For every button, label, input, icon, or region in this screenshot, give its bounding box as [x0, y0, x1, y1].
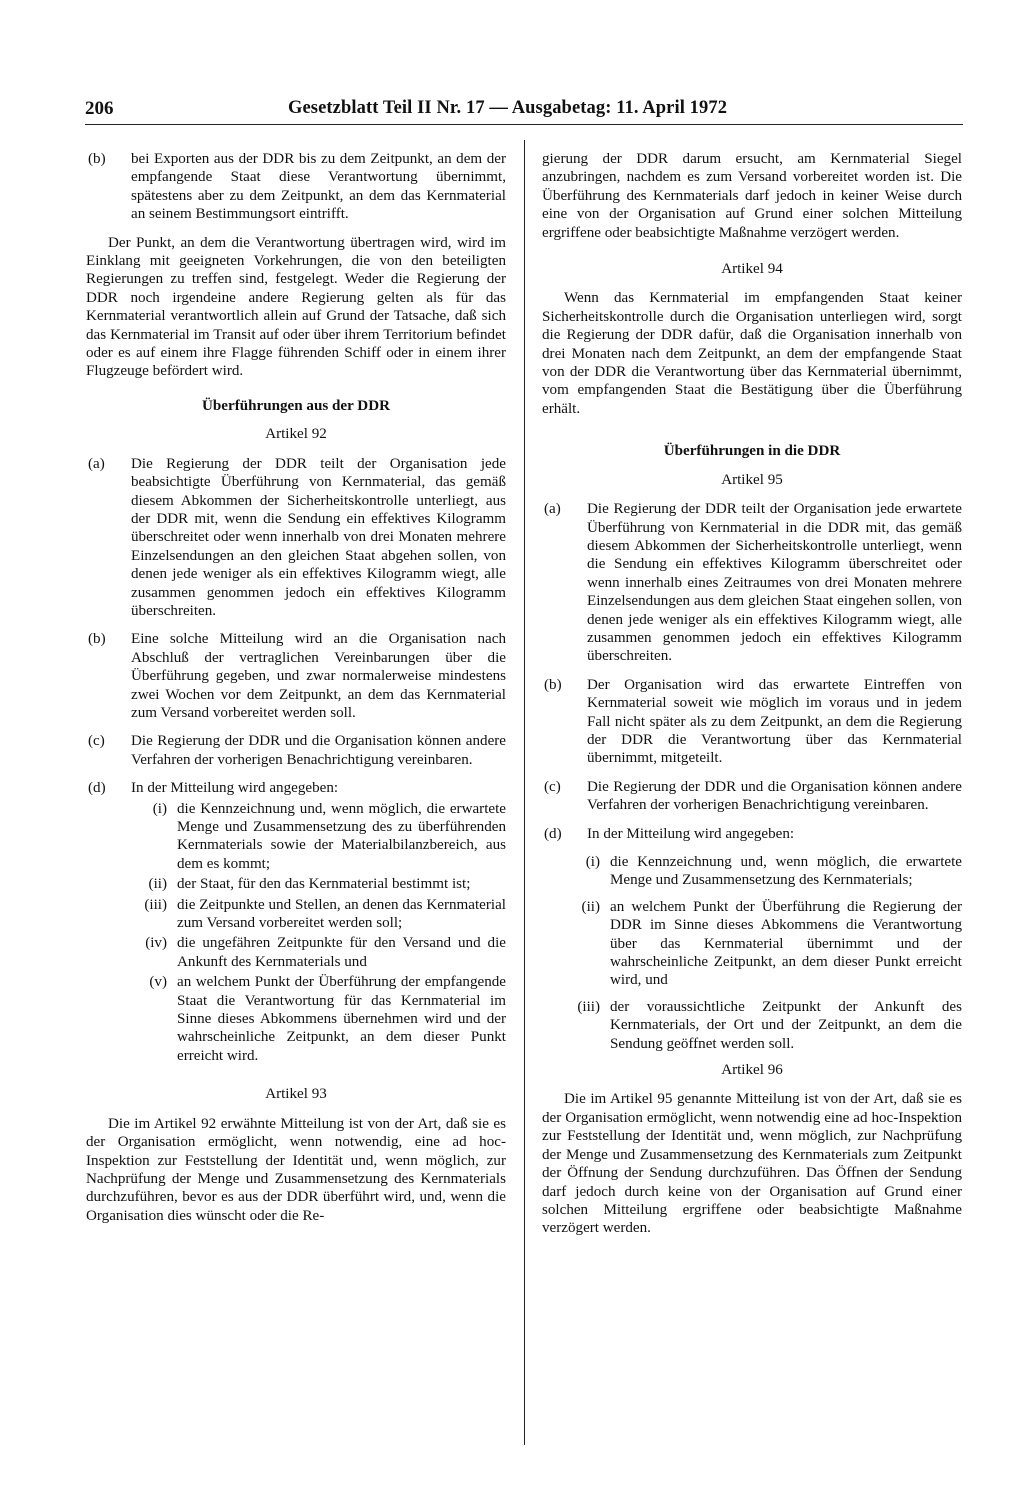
subitem-text: an welchem Punkt der Überführung der empfangende Staat die Verantwortung für das Kernmaterial im Sinne dieses Abkommens übernehmen wird und der wahrscheinliche Zeitpunkt, an dem dieser Punkt erreicht wird.: [177, 974, 506, 1064]
subitem-text: der voraussichtliche Zeitpunkt der Ankunft des Kernmaterials, der Ort und der Zeitpunkt, an dem die Sendung geöffnet werden soll.: [610, 998, 962, 1052]
article-94-text: Wenn das Kernmaterial im empfangenden Staat keiner Sicherheitskontrolle durch die Organisation unterliegen wird, sorgt die Regierung der DDR dafür, daß die Organisation innerhalb von drei Monaten nach dem Zeitpunkt, an dem der empfangende Staat von der DDR die Verantwortung über das Kernmaterial übernimmt, vom empfangenden Staat die Bestätigung über die Überführung erhält.: [542, 290, 962, 417]
item-text: Die Regierung der DDR teilt der Organisation jede erwartete Überführung von Kernmaterial in die DDR mit, das gemäß diesem Abkommen der Sicherheitskontrolle unterliegt, wenn die Sendung ein effektives Kilogramm überschreitet oder wenn innerhalb eines Zeitraumes von drei Monaten mehrere Einzelsendungen aus dem gleichen Staat eingehen sollen, von denen jede weniger als ein effektives Kilogramm wiegt, alle zusammen genommen jedoch ein effektives Kilogramm überschreiten.: [587, 501, 962, 665]
item-text: In der Mitteilung wird angegeben:: [131, 780, 339, 797]
article-95-item-c: [542, 778, 962, 815]
header-rule: [85, 124, 963, 125]
article-95-title: Artikel 95: [721, 471, 783, 488]
subitem-text: die Zeitpunkte und Stellen, an denen das Kernmaterial zum Versand vorbereitet werden soll;: [177, 896, 506, 932]
article-92-item-c: [86, 732, 506, 769]
subitem-i: [139, 800, 506, 874]
subitem-v: [139, 973, 506, 1065]
article-92-item-d: [86, 779, 506, 1065]
subitem-label: (ii): [581, 898, 600, 915]
subitem-iii: [572, 998, 962, 1053]
column-divider: [524, 140, 525, 1445]
article-93-continuation: gierung der DDR darum ersucht, am Kernmaterial Siegel anzubringen, nachdem es zum Versand vorbereitet worden ist. Die Überführung des Kernmaterials darf jedoch in keiner Weise durch eine von der Organisation auf Grund einer solchen Mitteilung ergriffene oder beabsichtigte Maßnahme verzögert werden.: [542, 151, 962, 241]
item-label: (b): [544, 676, 562, 693]
subitem-text: der Staat, für den das Kernmaterial bestimmt ist;: [177, 876, 471, 893]
item-label: (a): [88, 455, 105, 472]
article-96-text: Die im Artikel 95 genannte Mitteilung ist von der Art, daß sie es der Organisation ermöglicht, wenn notwendig eine ad hoc-Inspektion zur Feststellung der Identität und, wenn möglich, zur Nachprüfung der Menge und Zusammensetzung des Kernmaterials zum Zeitpunkt der Öffnung der Sendung durchzuführen. Das Öffnen der Sendung darf jedoch durch keine von der Organisation auf Grund einer solchen Mitteilung ergriffene oder beabsichtigte Maßnahme verzögert werden.: [542, 1091, 962, 1237]
subitem-label: (i): [585, 854, 600, 870]
subitem-iv: [139, 934, 506, 971]
left-column: [86, 150, 506, 1235]
item-text: In der Mitteilung wird angegeben:: [587, 825, 795, 842]
item-label: (d): [544, 825, 562, 842]
article-95-subitems: [572, 853, 962, 1053]
item-text: Eine solche Mitteilung wird an die Organisation nach Abschluß der vertraglichen Vereinbarungen über die Überführung gegeben, und zwar normalerweise mindestens zwei Wochen vor dem Zeitpunkt, an dem das Kernmaterial zum Versand vorbereitet werden soll.: [131, 631, 506, 721]
item-label: (c): [88, 733, 105, 750]
subitem-text: die ungefähren Zeitpunkte für den Versand und die Ankunft des Kernmaterials und: [177, 935, 506, 970]
section-heading-imports: Überführungen in die DDR: [663, 443, 841, 460]
article-95-item-d: [542, 825, 962, 843]
subitem-text: die Kennzeichnung und, wenn möglich, die erwartete Menge und Zusammensetzung des zu überführenden Kernmaterials sowie der Materialbilanzbereich, aus dem es kommt;: [177, 800, 506, 872]
subitem-text: die Kennzeichnung und, wenn möglich, die erwartete Menge und Zusammensetzung des Kernmaterials;: [610, 854, 962, 889]
subitem-i: [572, 853, 962, 890]
item-label: (b): [88, 631, 106, 648]
page-number: 206: [85, 98, 114, 119]
item-text: bei Exporten aus der DDR bis zu dem Zeitpunkt, an dem der empfangende Staat diese Verantwortung übernimmt, spätestens aber zu dem Zeitpunkt, an dem das Kernmaterial an seinem Bestimmungsort eintrifft.: [131, 151, 506, 223]
item-text: Die Regierung der DDR und die Organisation können andere Verfahren der vorherigen Benachrichtigung vereinbaren.: [587, 778, 962, 814]
subitem-iii: [139, 896, 506, 933]
item-label: (b): [88, 151, 106, 167]
item-label: (c): [544, 778, 561, 795]
right-column: [542, 150, 962, 1248]
article-94-title: Artikel 94: [721, 261, 783, 278]
article-92-title: Artikel 92: [265, 426, 327, 443]
subitem-label: (iii): [144, 896, 167, 913]
subitem-label: (iv): [145, 935, 167, 952]
subitem-label: (v): [149, 974, 167, 991]
page-header: [85, 98, 963, 124]
article-93-text: Die im Artikel 92 erwähnte Mitteilung ist von der Art, daß sie es der Organisation ermöglicht, wenn notwendig, eine ad hoc-Inspektion zur Feststellung der Identität und, wenn möglich, zur Nachprüfung der Menge und Zusammensetzung des Kernmaterials durchzuführen, bevor es aus der DDR überführt wird, und, wenn die Organisation dies wünscht oder die Re-: [86, 1115, 506, 1224]
gazette-title: Gesetzblatt Teil II Nr. 17 — Ausgabetag: 11. April 1972: [288, 98, 728, 118]
subitem-label: (iii): [577, 998, 600, 1015]
subitem-ii: [139, 875, 506, 893]
item-label: (d): [88, 780, 106, 797]
subitem-label: (i): [152, 800, 167, 817]
paragraph-transfer-point: Der Punkt, an dem die Verantwortung übertragen wird, wird im Einklang mit geeigneten Vorkehrungen, die von den beteiligten Regierungen zu treffen sind, festgelegt. Weder die Regierung der DDR noch irgendeine andere Regierung gelten als für das Kernmaterial verantwortlich allein auf Grund der Tatsache, daß sich das Kernmaterial im Transit auf oder über ihrem Territorium befindet oder es auf einem ihre Flagge führenden Schiff oder in einem ihrer Flugzeuge befördert wird.: [86, 234, 506, 380]
article-92-subitems: [139, 800, 506, 1066]
subitem-ii: [572, 898, 962, 990]
item-text: Der Organisation wird das erwartete Eintreffen von Kernmaterial soweit wie möglich im voraus und in jedem Fall nicht später als zu dem Zeitpunkt, an dem die Regierung der DDR die Verantwortung über das Kernmaterial übernimmt, mitgeteilt.: [587, 676, 962, 767]
article-95-item-a: [542, 500, 962, 666]
article-93-title: Artikel 93: [265, 1086, 327, 1103]
article-95-item-b: [542, 676, 962, 768]
article-92-item-b: [86, 630, 506, 722]
article-92-item-a: [86, 455, 506, 621]
item-label: (a): [544, 501, 561, 518]
item-text: Die Regierung der DDR teilt der Organisation jede beabsichtigte Überführung von Kernmaterial, das gemäß diesem Abkommen der Sicherheitskontrolle unterliegt, aus der DDR mit, wenn die Sendung ein effektives Kilogramm überschreitet oder wenn innerhalb von drei Monaten mehrere Einzelsendungen an den gleichen Staat abgehen sollen, von denen jede weniger als ein effektives Kilogramm wiegt, alle zusammen genommen jedoch ein effektives Kilogramm überschreiten.: [131, 455, 506, 619]
item-text: Die Regierung der DDR und die Organisation können andere Verfahren der vorherigen Benachrichtigung vereinbaren.: [131, 733, 506, 768]
section-heading-exports: Überführungen aus der DDR: [202, 397, 390, 414]
article-96-title: Artikel 96: [721, 1062, 783, 1079]
subitem-label: (ii): [148, 876, 167, 893]
article-91-item-b: [86, 150, 506, 224]
subitem-text: an welchem Punkt der Überführung die Regierung der DDR im Sinne dieses Abkommens die Verantwortung über das Kernmaterial übernimmt und der wahrscheinliche Zeitpunkt, an dem dieser Punkt erreicht wird, und: [610, 898, 962, 989]
